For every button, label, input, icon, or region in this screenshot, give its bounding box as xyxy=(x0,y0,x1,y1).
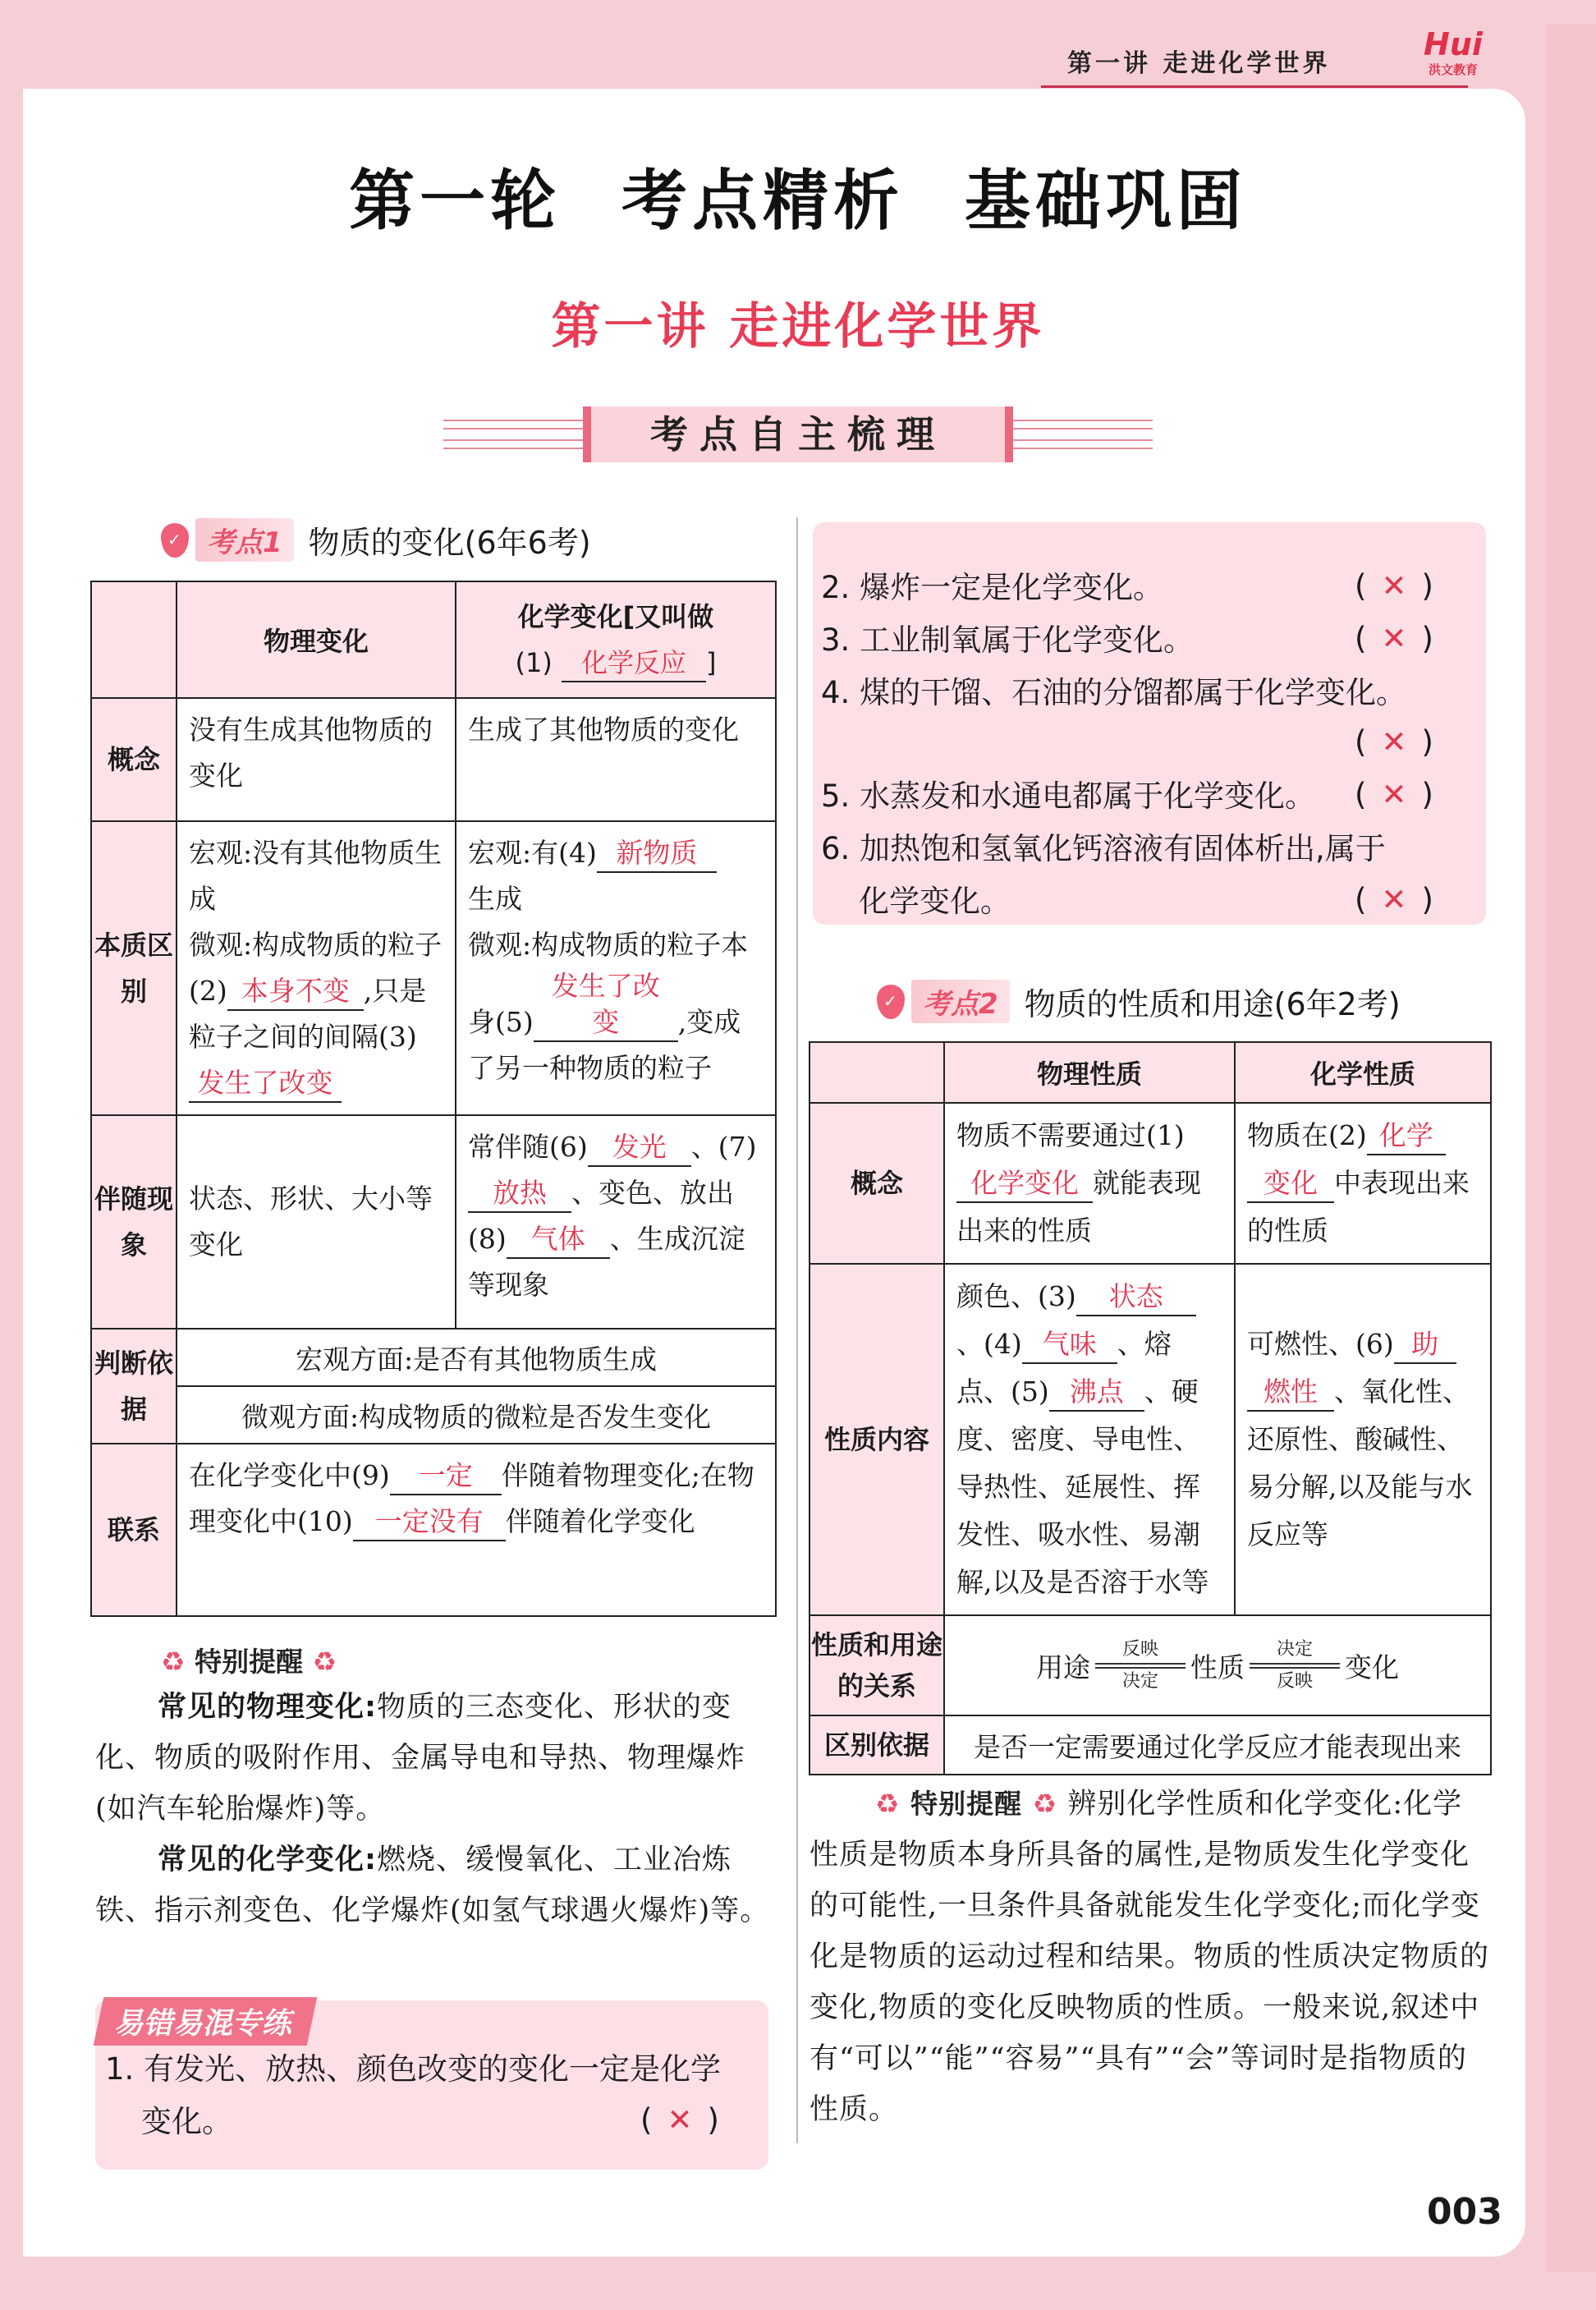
col-chemical-text: 化学变化[又叫做 xyxy=(517,601,714,632)
kaodian1-title: 物质的变化(6年6考) xyxy=(308,525,591,561)
wrong-mark-icon: ✕ xyxy=(1381,568,1407,604)
practice-q6-answer xyxy=(1355,882,1433,917)
remind-chemical-bold: 常见的化学变化: xyxy=(158,1844,377,1876)
concept-physical: 没有生成其他物质的变化 xyxy=(177,698,456,821)
header-rule xyxy=(1041,85,1468,88)
page-number: 003 xyxy=(1427,2191,1502,2233)
drop-icon xyxy=(877,985,905,1019)
essence-chemical-macro-2: 生成 xyxy=(468,883,522,915)
row-concept: 概念 xyxy=(809,1103,944,1264)
essence-chemical xyxy=(456,821,776,1115)
arrow-line xyxy=(1250,1667,1340,1669)
row-basis: 判断依据 xyxy=(91,1329,177,1444)
phenomenon-chemical-1: 常伴随(6) xyxy=(468,1131,588,1163)
row-content: 性质内容 xyxy=(809,1264,944,1615)
blank-1: 化学变化 xyxy=(956,1165,1093,1203)
remind-chemical-text: 燃烧、缓慢氧化、工业冶炼铁、指示剂变色、化学爆炸(如氢气球遇火爆炸)等。 xyxy=(95,1844,770,1927)
blank-6a: 助 xyxy=(1394,1326,1456,1364)
practice-q1: 1. 有发光、放热、颜色改变的变化一定是化学 xyxy=(105,2051,722,2087)
paren: ) xyxy=(1421,777,1433,812)
concept-chemical-2: 中表现出来的性质 xyxy=(1247,1167,1470,1247)
row-phenomenon: 伴随现象 xyxy=(91,1115,177,1329)
arrow-line xyxy=(1095,1663,1186,1665)
essence-physical-micro: 微观:构成物质的粒子(2) xyxy=(189,929,443,1007)
essence-chemical-macro: 宏观:有(4) xyxy=(468,837,597,869)
basis-text: 是否一定需要通过化学反应才能表现出来 xyxy=(944,1715,1491,1775)
kaodian1-heading xyxy=(161,517,591,563)
practice-q3-answer xyxy=(1355,621,1433,656)
wrong-mark-icon: ✕ xyxy=(1381,882,1407,917)
arrow-label-bottom: 反映 xyxy=(1276,1670,1313,1692)
phenomenon-physical: 状态、形状、大小等变化 xyxy=(177,1115,456,1329)
concept-physical-2: 就能表现出来的性质 xyxy=(956,1167,1201,1247)
banner-label: 考点自主梳理 xyxy=(583,406,1013,462)
arrow-pair-icon xyxy=(1095,1639,1186,1692)
concept-physical-1: 物质不需要通过(1) xyxy=(956,1119,1185,1151)
recycle-icon: ♻ xyxy=(312,1646,337,1678)
blank-1: 化学反应 xyxy=(562,645,706,682)
blank-6b: 燃性 xyxy=(1247,1374,1334,1412)
relation-property: 性质 xyxy=(1190,1651,1245,1683)
col-chemical xyxy=(456,581,776,698)
kaodian1-remind-label xyxy=(161,1641,337,1679)
recycle-icon: ♻ xyxy=(161,1646,186,1678)
bottom-strip xyxy=(0,2272,1596,2310)
practice-q2: 2. 爆炸一定是化学变化。 xyxy=(821,570,1164,605)
blank-4: 气味 xyxy=(1022,1326,1117,1364)
main-title: 第一轮 考点精析 基础巩固 xyxy=(349,163,1247,239)
wrong-mark-icon: ✕ xyxy=(667,2102,693,2138)
relation-text xyxy=(177,1444,776,1616)
row-relation: 联系 xyxy=(91,1444,177,1616)
blank-4: 新物质 xyxy=(597,835,717,873)
remind-physical-bold: 常见的物理变化: xyxy=(158,1691,377,1724)
paren: ( xyxy=(1355,777,1367,812)
relation-change: 变化 xyxy=(1345,1651,1399,1683)
arrow-label-top: 反映 xyxy=(1121,1638,1158,1660)
paren: ( xyxy=(1355,882,1367,917)
blank-9: 一定 xyxy=(390,1458,502,1495)
logo-text: 洪文教育 xyxy=(1428,62,1478,77)
arrow-label-bottom: 决定 xyxy=(1121,1670,1158,1692)
content-physical-3: 、熔点、(5) xyxy=(956,1328,1172,1408)
phenomenon-chemical-3: 、变色、放出(8) xyxy=(468,1177,734,1255)
table-corner xyxy=(91,581,177,698)
arrow-line xyxy=(1250,1663,1340,1665)
lecture-title: 第一讲 走进化学世界 xyxy=(551,298,1045,356)
essence-chemical-micro-2: ,变成了另一种物质的粒子 xyxy=(468,1006,741,1084)
practice-q2-answer xyxy=(1355,568,1433,604)
col-chemical-end: ] xyxy=(705,647,717,678)
column-divider xyxy=(796,517,798,2143)
practice-q3: 3. 工业制氧属于化学变化。 xyxy=(821,622,1195,658)
kaodian1-remind-chemical xyxy=(95,1835,777,1936)
remind-physical-text: 物质的三态变化、形状的变化、物质的吸附作用、金属导电和导热、物理爆炸(如汽车轮胎爆炸)等。 xyxy=(95,1691,746,1825)
wrong-mark-icon: ✕ xyxy=(1381,777,1407,812)
col-physical: 物理变化 xyxy=(177,581,456,698)
kaodian2-remind-label xyxy=(875,1788,1057,1820)
practice-tag: 易错易混专练 xyxy=(94,1997,318,2046)
basis-macro: 宏观方面:是否有其他物质生成 xyxy=(177,1329,776,1386)
relation-diagram xyxy=(944,1615,1491,1715)
recycle-icon: ♻ xyxy=(1032,1788,1058,1820)
arrow-line xyxy=(1095,1667,1186,1669)
recycle-icon: ♻ xyxy=(875,1788,901,1820)
blank-3: 状态 xyxy=(1076,1279,1196,1316)
blank-2b: 变化 xyxy=(1247,1165,1334,1203)
relation-3: 伴随着化学变化 xyxy=(505,1505,695,1537)
kaodian2-title: 物质的性质和用途(6年2考) xyxy=(1024,986,1401,1022)
row-relation: 性质和用途的关系 xyxy=(809,1615,944,1715)
relation-flow xyxy=(1036,1639,1399,1692)
content-chemical-2: 、氧化性、还原性、酸碱性、易分解,以及能与水反应等 xyxy=(1247,1375,1473,1550)
kaodian2-remind xyxy=(809,1779,1491,2135)
content-physical xyxy=(944,1264,1235,1615)
blank-10: 一定没有 xyxy=(353,1504,506,1541)
essence-physical-macro: 宏观:没有其他物质生成 xyxy=(189,837,443,915)
essence-physical-micro-2: ,只是粒子之间的间隔(3) xyxy=(189,975,427,1053)
section-banner xyxy=(443,406,1153,462)
blank-6: 发光 xyxy=(588,1129,691,1167)
col-physical-property: 物理性质 xyxy=(944,1042,1235,1103)
essence-physical xyxy=(177,821,456,1115)
content-physical-1: 颜色、(3) xyxy=(956,1280,1076,1312)
paren: ) xyxy=(1421,621,1433,656)
paren: ( xyxy=(1355,621,1367,656)
content-physical-2: 、(4) xyxy=(956,1328,1022,1360)
kaodian2-heading xyxy=(877,979,1401,1024)
blank-5: 沸点 xyxy=(1049,1374,1144,1412)
kaodian1-remind-physical xyxy=(95,1682,777,1835)
paren: ( xyxy=(640,2102,653,2138)
paren: ) xyxy=(1421,882,1433,917)
row-concept: 概念 xyxy=(91,698,177,821)
concept-chemical: 生成了其他物质的变化 xyxy=(456,698,776,821)
blank-3: 发生了改变 xyxy=(189,1065,342,1103)
relation-1: 在化学变化中(9) xyxy=(189,1459,390,1491)
practice-q1-answer xyxy=(640,2102,719,2138)
practice-q6-cont: 化学变化。 xyxy=(859,884,1011,919)
basis-micro: 微观方面:构成物质的微粒是否发生变化 xyxy=(177,1386,776,1444)
kaodian1-table xyxy=(90,581,777,1617)
row-basis: 区别依据 xyxy=(809,1715,944,1775)
phenomenon-chemical-4: 、生成沉淀等现象 xyxy=(468,1223,745,1301)
content-physical-4: 、硬度、密度、导电性、导热性、延展性、挥发性、吸水性、易潮解,以及是否溶于水等 xyxy=(956,1375,1209,1598)
paren: ) xyxy=(1421,724,1433,760)
practice-q4-answer xyxy=(1355,724,1433,760)
practice-q1-cont: 变化。 xyxy=(141,2104,232,2139)
publisher-logo xyxy=(1412,28,1494,78)
drop-icon xyxy=(161,523,189,558)
practice-q5-answer xyxy=(1355,777,1433,812)
paren: ) xyxy=(1421,568,1433,604)
col-chemical-property: 化学性质 xyxy=(1235,1042,1491,1103)
relation-use: 用途 xyxy=(1036,1651,1090,1683)
page-edge-strip xyxy=(1547,25,1596,2291)
blank-7: 放热 xyxy=(468,1175,571,1213)
arrow-pair-icon xyxy=(1250,1639,1340,1692)
blank-5: 发生了改变 xyxy=(534,968,678,1042)
row-essence: 本质区别 xyxy=(91,821,177,1115)
table-corner xyxy=(809,1042,944,1103)
concept-chemical-1: 物质在(2) xyxy=(1247,1119,1367,1151)
wrong-mark-icon: ✕ xyxy=(1381,621,1407,656)
concept-chemical xyxy=(1235,1103,1491,1264)
content-chemical xyxy=(1235,1264,1491,1615)
content-chemical-1: 可燃性、(6) xyxy=(1247,1328,1394,1360)
remind-label-text: 特别提醒 xyxy=(195,1646,304,1678)
practice-q4: 4. 煤的干馏、石油的分馏都属于化学变化。 xyxy=(821,675,1407,710)
col-chemical-num: (1) xyxy=(515,647,553,678)
relation-2: 伴随着物理变化;在物理变化中(10) xyxy=(189,1459,754,1537)
essence-chemical-micro: 微观:构成物质的粒子本身(5) xyxy=(468,929,749,1038)
phenomenon-chemical xyxy=(456,1115,776,1329)
kaodian2-tag: 考点2 xyxy=(911,980,1010,1023)
phenomenon-chemical-2: 、(7) xyxy=(690,1131,757,1163)
remind-label-text: 特别提醒 xyxy=(910,1788,1023,1820)
kaodian2-table xyxy=(809,1041,1492,1775)
wrong-mark-icon: ✕ xyxy=(1381,724,1407,760)
header-title: 第一讲 走进化学世界 xyxy=(1067,49,1331,78)
paren: ) xyxy=(707,2102,719,2138)
blank-2a: 化学 xyxy=(1367,1118,1446,1155)
kaodian1-tag: 考点1 xyxy=(195,518,294,562)
practice-q5: 5. 水蒸发和水通电都属于化学变化。 xyxy=(821,778,1316,814)
concept-physical xyxy=(944,1103,1235,1264)
paren: ( xyxy=(1355,724,1367,760)
logo-mark: Hui xyxy=(1424,26,1483,62)
arrow-label-top: 决定 xyxy=(1276,1638,1313,1660)
kaodian2-remind-text: 辨别化学性质和化学变化:化学性质是物质本身所具备的属性,是物质发生化学变化的可能性,一旦条件具备就能发生化学变化;而化学变化是物质的运动过程和结果。物质的性质决定物质的变化,物质的变化反映物质的性质。一般来说,叙述中有“可以”“能”“容易”“具有”“会”等词时是指物质的性质。 xyxy=(809,1788,1490,2126)
blank-2: 本身不变 xyxy=(227,973,364,1011)
paren: ( xyxy=(1355,568,1367,604)
blank-8: 气体 xyxy=(507,1221,610,1259)
practice-q6: 6. 加热饱和氢氧化钙溶液有固体析出,属于 xyxy=(821,831,1386,866)
